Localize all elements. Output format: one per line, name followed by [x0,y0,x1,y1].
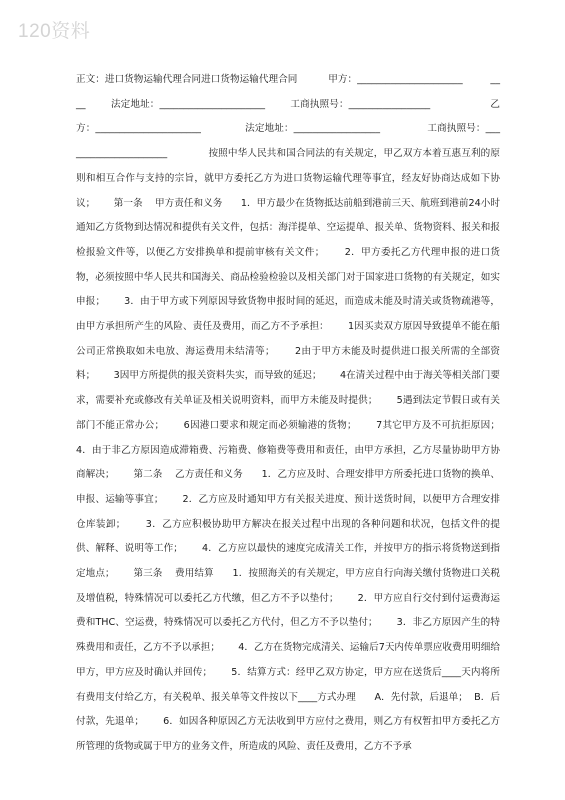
watermark: 120资料 [18,21,91,42]
contract-body: 正文：进口货物运输代理合同进口货物运输代理合同 甲方：______________________ ____ 法定地址：______________________ 工商执照号：_________________ 乙方：______________________ 法定地址：__________________ 工商执照号：______________________ 按照中华人民共和国合同法的有关规定，甲乙双方本着互惠互利的原则和相互合作与支持的宗旨，就甲方委托乙方为进口货物运输代理等事宜，经友好协商达成如下协议； 第一条 甲方责任和义务 1．甲方最少在货物抵达前船到港前三天、航班到港前24小时通知乙方货物到达情况和提供有关文件，包括：海洋提单、空运提单、报关单、货物资料、报关和报检报验文件等，以便乙方安排换单和提前审核有关文件； 2．甲方委托乙方代理申报的进口货物，必须按照中华人民共和国海关、商品检验检验以及相关部门对于国家进口货物的有关规定，如实申报； 3．由于甲方或下列原因导致货物申报时间的延迟，而造成未能及时清关或货物疏港等，由甲方承担所产生的风险、责任及费用，而乙方不予承担： 1因买卖双方原因导致提单不能在船公司正常换取如未电放、海运费用未结清等； 2由于甲方未能及时提供进口报关所需的全部资料； 3因甲方所提供的报关资料失实，而导致的延迟； 4在清关过程中由于海关等相关部门要求，需要补充或修改有关单证及相关说明资料，而甲方未能及时提供； 5遇到法定节假日或有关部门不能正常办公； 6因港口要求和规定而必须输港的货物； 7其它甲方及不可抗拒原因； 4．由于非乙方原因造成滞箱费、污箱费、修箱费等费用和责任，由甲方承担，乙方尽量协助甲方协商解决； 第二条 乙方责任和义务 1．乙方应及时、合理安排甲方所委托进口货物的换单、申报、运输等事宜； 2．乙方应及时通知甲方有关报关进度、预计送货时间，以便甲方合理安排仓库装卸； 3．乙方应积极协助甲方解决在报关过程中出现的各种问题和状况，包括文件的提供、解释、说明等工作； 4．乙方应以最快的速度完成清关工作，并按甲方的指示将货物送到指定地点； 第三条 费用结算 1．按照海关的有关规定，甲方应自行向海关缴付货物进口关税及增值税，特殊情况可以委托乙方代缴，但乙方不予以垫付； 2．甲方应自行交付到付运费海运费和THC、空运费，特殊情况可以委托乙方代付，但乙方不予以垫付； 3．非乙方原因产生的特殊费用和责任，乙方不予以承担； 4．乙方在货物完成清关、运输后7天内传单票应收费用明细给甲方，甲方应及时确认并回传； 5．结算方式：经甲乙双方协定，甲方应在送货后____天内将所有费用支付给乙方，有关税单、报关单等文件按以下____方式办理 A．先付款，后退单； B．后付款，先退单； 6．如因各种原因乙方无法收到甲方应付之费用，则乙方有权暂扣甲方委托乙方所管理的货物或属于甲方的业务文件，所造成的风险、责任及费用，乙方不予承 [76,74,519,752]
